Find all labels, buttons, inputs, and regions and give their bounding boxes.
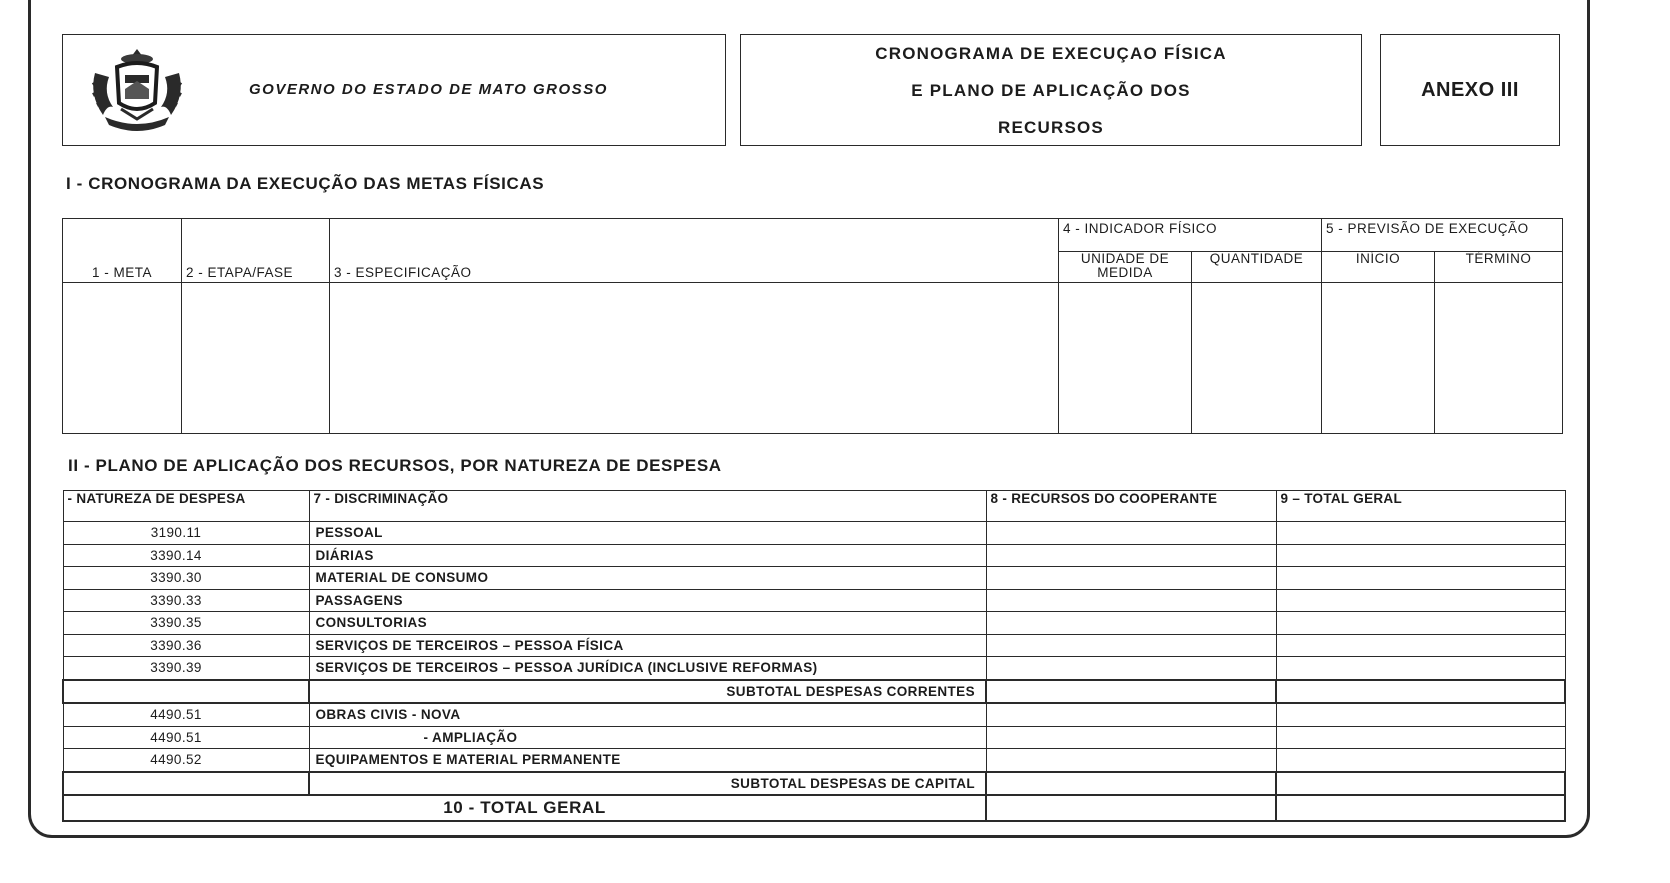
recursos-input-cell[interactable] [986,772,1276,796]
col-meta: 1 - META [63,219,182,283]
col-quantidade: QUANTIDADE [1192,252,1322,283]
row-description: PASSAGENS [309,589,986,612]
unidade-input-cell[interactable] [1059,283,1192,434]
total-input-cell[interactable] [1276,567,1565,590]
total-geral-label: 10 - TOTAL GERAL [63,795,986,821]
recursos-input-cell[interactable] [986,544,1276,567]
row-description: CONSULTORIAS [309,612,986,635]
subtotal-capital-label: SUBTOTAL DESPESAS DE CAPITAL [309,772,986,796]
total-input-cell[interactable] [1276,703,1565,726]
termino-input-cell[interactable] [1435,283,1563,434]
quantidade-input-cell[interactable] [1192,283,1322,434]
total-input-cell[interactable] [1276,795,1565,821]
recursos-input-cell[interactable] [986,703,1276,726]
row-code: 3390.35 [63,612,309,635]
row-code: 3390.39 [63,657,309,680]
col-indicador-fisico: 4 - INDICADOR FÍSICO [1059,219,1322,252]
total-input-cell[interactable] [1276,772,1565,796]
col-total-geral: 9 – TOTAL GERAL [1276,491,1565,522]
especificacao-input-cell[interactable] [330,283,1059,434]
meta-input-cell[interactable] [63,283,182,434]
subtotal-correntes-row [63,680,1565,704]
table-row [63,612,1565,635]
recursos-input-cell[interactable] [986,589,1276,612]
etapa-input-cell[interactable] [182,283,330,434]
total-input-cell[interactable] [1276,612,1565,635]
col-previsao-execucao: 5 - PREVISÃO DE EXECUÇÃO [1322,219,1563,252]
recursos-input-cell[interactable] [986,726,1276,749]
table-row [63,749,1565,772]
physical-goals-table [62,218,1563,434]
annex-label: ANEXO III [1421,79,1519,101]
total-input-cell[interactable] [1276,749,1565,772]
section-1-title: I - CRONOGRAMA DA EXECUÇÃO DAS METAS FÍSICAS [66,174,545,193]
row-code: 3390.14 [63,544,309,567]
col-termino: TÉRMINO [1435,252,1563,283]
subtotal-capital-row [63,772,1565,796]
row-description: - AMPLIAÇÃO [309,726,986,749]
recursos-input-cell[interactable] [986,795,1276,821]
row-description: DIÁRIAS [309,544,986,567]
row-description: EQUIPAMENTOS E MATERIAL PERMANENTE [309,749,986,772]
row-code: 4490.51 [63,703,309,726]
state-coat-of-arms-icon [85,45,189,133]
table-row [63,703,1565,726]
table-row [63,567,1565,590]
col-discriminacao: 7 - DISCRIMINAÇÃO [309,491,986,522]
row-description: SERVIÇOS DE TERCEIROS – PESSOA JURÍDICA (INCLUSIVE REFORMAS) [309,657,986,680]
recursos-input-cell[interactable] [986,749,1276,772]
header-government-box [62,34,726,146]
row-code: 3390.33 [63,589,309,612]
row-description: MATERIAL DE CONSUMO [309,567,986,590]
table-row [63,544,1565,567]
row-code: 4490.52 [63,749,309,772]
col-recursos: 8 - RECURSOS DO COOPERANTE [986,491,1276,522]
recursos-input-cell[interactable] [986,680,1276,704]
col-especificacao: 3 - ESPECIFICAÇÃO [330,219,1059,283]
total-input-cell[interactable] [1276,680,1565,704]
table-row [63,657,1565,680]
row-code: 4490.51 [63,726,309,749]
document-title-line-1: CRONOGRAMA DE EXECUÇAO FÍSICA [875,44,1227,63]
row-code: 3190.11 [63,522,309,545]
header-annex-box [1380,34,1560,146]
col-etapa: 2 - ETAPA/FASE [182,219,330,283]
table-row [63,589,1565,612]
total-geral-row [63,795,1565,821]
table-row [63,726,1565,749]
table-row [63,522,1565,545]
col-inicio: INÍCIO [1322,252,1435,283]
recursos-input-cell[interactable] [986,657,1276,680]
total-input-cell[interactable] [1276,522,1565,545]
total-input-cell[interactable] [1276,634,1565,657]
section-2-title: II - PLANO DE APLICAÇÃO DOS RECURSOS, POR NATUREZA DE DESPESA [68,456,722,475]
recursos-input-cell[interactable] [986,612,1276,635]
document-title-line-3: RECURSOS [998,118,1104,137]
header-title-box [740,34,1362,146]
subtotal-correntes-label: SUBTOTAL DESPESAS CORRENTES [309,680,986,704]
recursos-input-cell[interactable] [986,634,1276,657]
government-name: GOVERNO DO ESTADO DE MATO GROSSO [249,81,608,98]
resource-plan-table [62,490,1566,822]
col-natureza: - NATUREZA DE DESPESA [63,491,309,522]
row-code: 3390.36 [63,634,309,657]
document-title-line-2: E PLANO DE APLICAÇÃO DOS [911,81,1191,100]
inicio-input-cell[interactable] [1322,283,1435,434]
row-description: PESSOAL [309,522,986,545]
total-input-cell[interactable] [1276,657,1565,680]
row-description: OBRAS CIVIS - NOVA [309,703,986,726]
total-input-cell[interactable] [1276,726,1565,749]
row-code: 3390.30 [63,567,309,590]
recursos-input-cell[interactable] [986,522,1276,545]
total-input-cell[interactable] [1276,589,1565,612]
table-row [63,634,1565,657]
total-input-cell[interactable] [1276,544,1565,567]
recursos-input-cell[interactable] [986,567,1276,590]
row-description: SERVIÇOS DE TERCEIROS – PESSOA FÍSICA [309,634,986,657]
col-unidade-medida: UNIDADE DE MEDIDA [1059,252,1192,283]
